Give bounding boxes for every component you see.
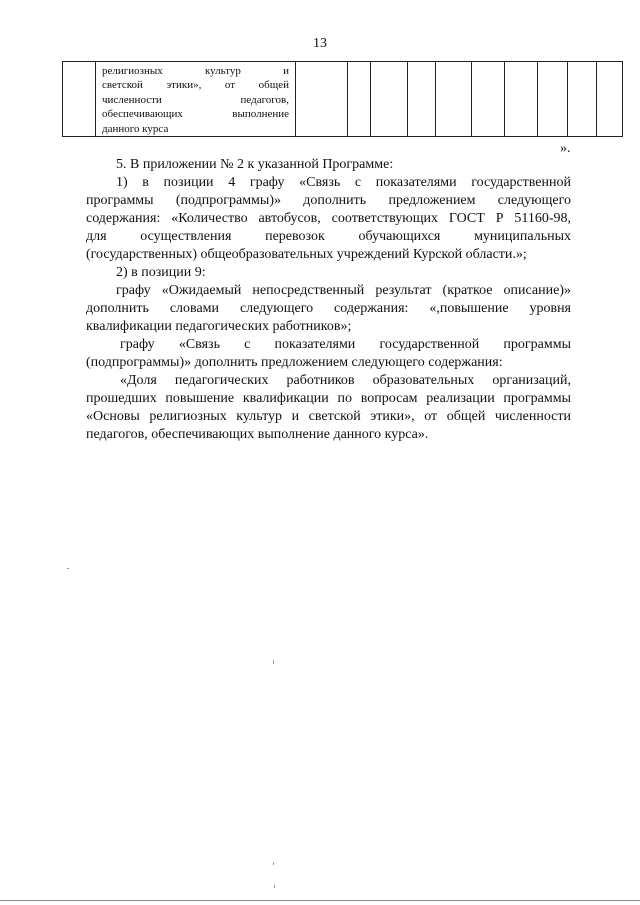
text-line: дополнить словами следующего содержания: «,повышение уровня	[86, 301, 571, 316]
indicator-line: обеспечивающих выполнение	[102, 108, 289, 121]
page-number: 13	[313, 36, 327, 51]
scan-speck	[273, 862, 274, 865]
table-cell	[348, 62, 371, 137]
text-line: «Доля педагогических работников образовательных организаций,	[120, 373, 571, 388]
indicator-line: численности педагогов,	[102, 93, 289, 106]
text-line: (государственных) общеобразовательных учреждений Курской области.»;	[86, 247, 527, 262]
table-cell	[408, 62, 436, 137]
text-line: программы (подпрограммы)» дополнить предложением следующего	[86, 193, 571, 208]
text-line: графу «Связь с показателями государственной программы	[120, 337, 571, 352]
text-line: (подпрограммы)» дополнить предложением следующего содержания:	[86, 355, 503, 370]
table-cell	[505, 62, 538, 137]
closing-quote: ».	[560, 141, 571, 156]
text-line: «Основы религиозных культур и светской этики», от общей численности	[86, 409, 571, 424]
paragraph-item-1	[86, 174, 571, 264]
table-cell-indicator	[96, 62, 296, 137]
continued-table	[62, 61, 623, 137]
table-cell	[296, 62, 348, 137]
indicator-line: религиозных культур и	[102, 65, 289, 77]
table-cell	[436, 62, 472, 137]
text-line: педагогов, обеспечивающих выполнение данного курса».	[86, 427, 429, 442]
text-line: квалификации педагогических работников»;	[86, 319, 352, 334]
text-line: содержания: «Количество автобусов, соответствующих ГОСТ Р 51160-98,	[86, 211, 571, 226]
table-cell	[597, 62, 623, 137]
table-cell	[538, 62, 568, 137]
scan-speck	[274, 885, 275, 888]
scan-speck	[67, 568, 69, 569]
table-cell	[568, 62, 597, 137]
paragraph-quote	[86, 372, 571, 444]
indicator-line: светской этики», от общей	[102, 79, 289, 92]
paragraph-expected-result	[86, 282, 571, 336]
indicator-line: данного курса	[102, 122, 169, 135]
scan-edge-line	[0, 900, 640, 901]
paragraph-item-2: 2) в позиции 9:	[116, 265, 206, 280]
table-cell-number	[63, 62, 96, 137]
scan-speck	[273, 660, 274, 664]
paragraph-link	[86, 336, 571, 372]
text-line: прошедших повышение квалификации по вопросам реализации программы	[86, 391, 571, 406]
text-line: 1) в позиции 4 графу «Связь с показателями государственной	[116, 175, 571, 190]
paragraph-heading: 5. В приложении № 2 к указанной Программе:	[116, 157, 394, 172]
text-line: графу «Ожидаемый непосредственный результат (краткое описание)»	[116, 283, 571, 298]
table-cell	[472, 62, 505, 137]
text-line: для осуществления перевозок обучающихся муниципальных	[86, 229, 571, 244]
table-row	[63, 62, 623, 137]
table-cell	[371, 62, 408, 137]
document-body	[86, 156, 571, 444]
